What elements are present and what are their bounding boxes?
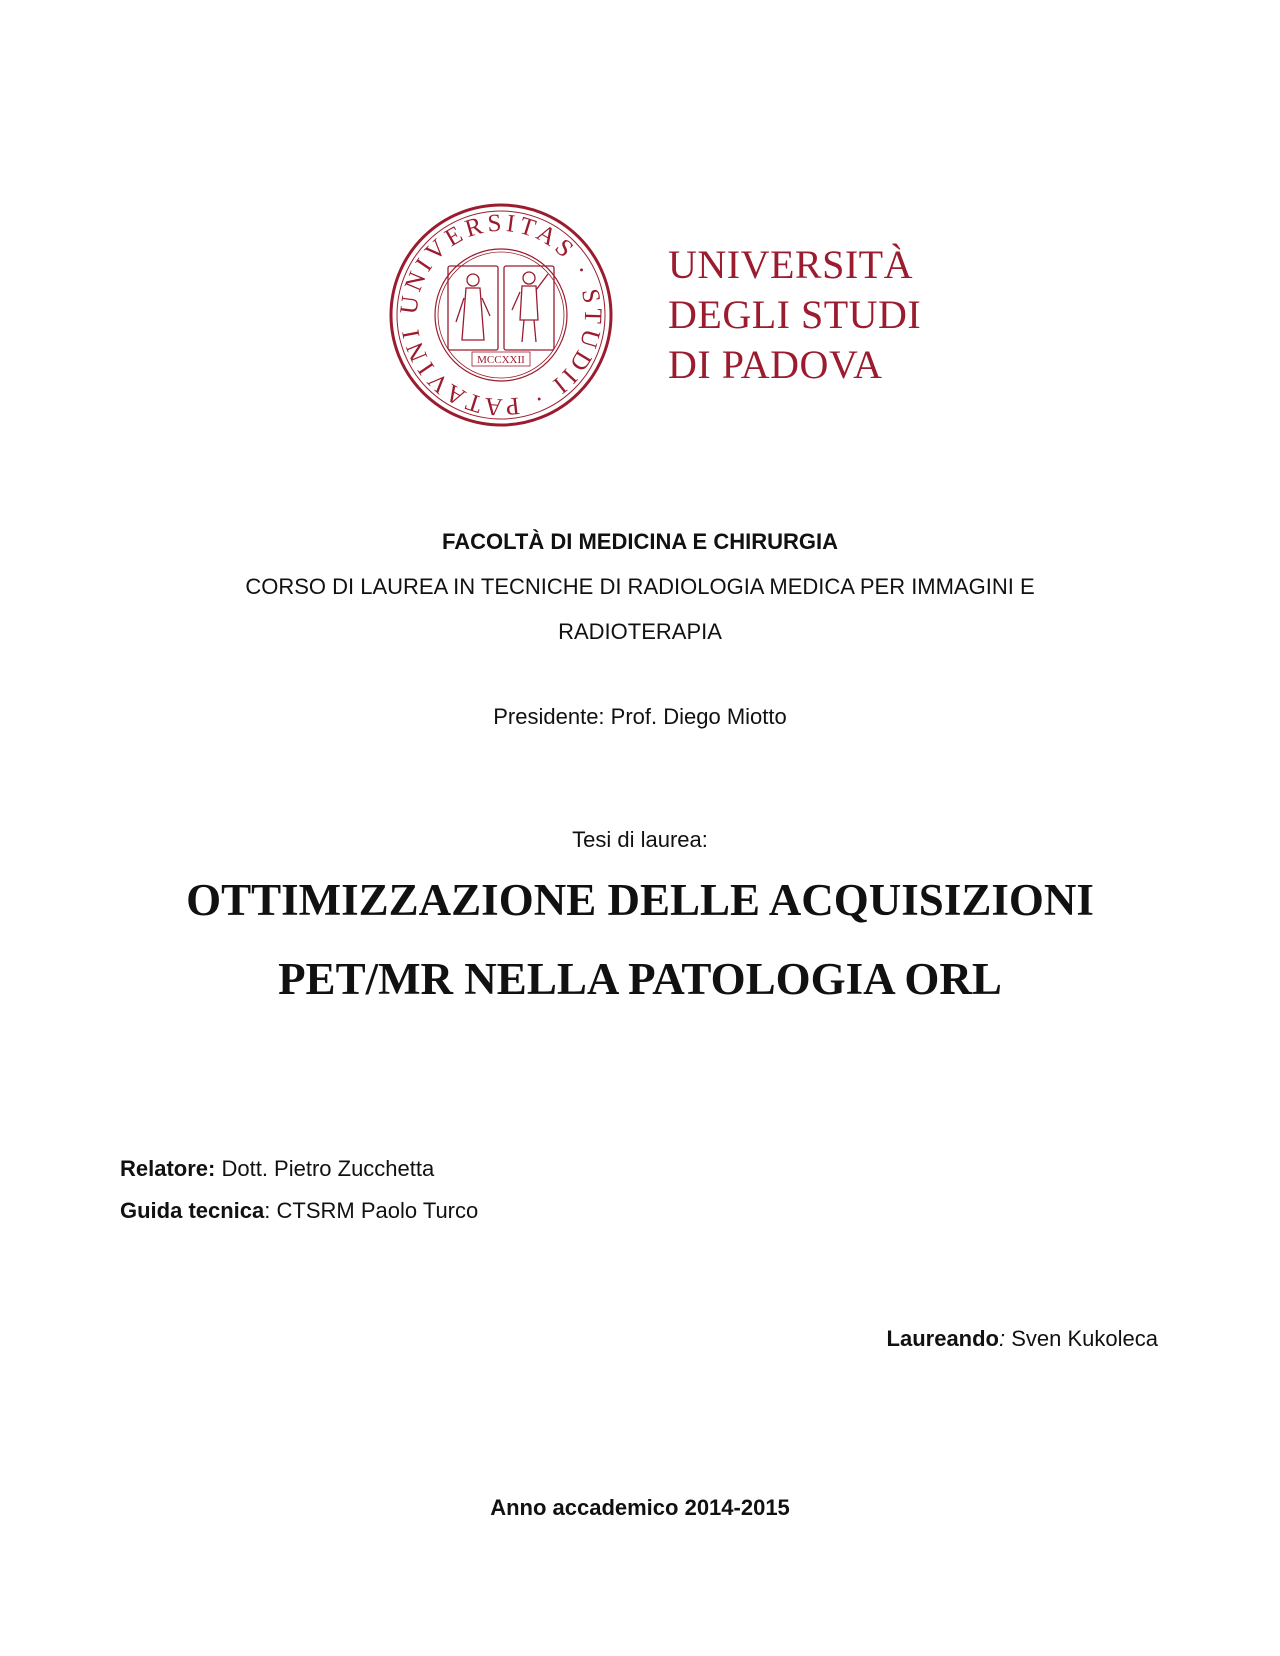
- wordmark-line-2: DEGLI STUDI: [668, 292, 922, 337]
- thesis-title-line-1: OTTIMIZZAZIONE DELLE ACQUISIZIONI: [186, 875, 1094, 925]
- course-line-1: CORSO DI LAUREA IN TECNICHE DI RADIOLOGIA MEDICA PER IMMAGINI E: [245, 574, 1035, 599]
- thesis-label: Tesi di laurea:: [572, 827, 708, 852]
- seal-graphic: [386, 200, 616, 430]
- guida-separator: :: [264, 1198, 271, 1223]
- university-wordmark: [668, 240, 988, 390]
- university-seal: [386, 200, 616, 430]
- faculty-heading: FACOLTÀ DI MEDICINA E CHIRURGIA: [442, 529, 838, 554]
- wordmark-line-1: UNIVERSITÀ: [668, 242, 913, 287]
- laureando-label: Laureando: [886, 1326, 999, 1351]
- guida-value: CTSRM Paolo Turco: [270, 1198, 479, 1223]
- relatore-row: [120, 1156, 434, 1182]
- relatore-value: Dott. Pietro Zucchetta: [215, 1156, 435, 1181]
- laureando-separator: :: [999, 1326, 1006, 1351]
- relatore-label: Relatore:: [120, 1156, 216, 1181]
- course-line-2: RADIOTERAPIA: [558, 619, 722, 644]
- guida-row: [120, 1198, 478, 1224]
- laureando-value: Sven Kukoleca: [1005, 1326, 1158, 1351]
- svg-text:MCCXXII: MCCXXII: [477, 354, 525, 366]
- academic-year: Anno accademico 2014-2015: [490, 1495, 790, 1520]
- svg-text:UNIVERSITAS · STUDII · PATAVIN: UNIVERSITAS · STUDII · PATAVINI: [395, 209, 607, 421]
- thesis-title-line-2: PET/MR NELLA PATOLOGIA ORL: [278, 954, 1002, 1004]
- guida-label: Guida tecnica: [120, 1198, 265, 1223]
- laureando-row: [887, 1326, 1158, 1352]
- wordmark-line-3: DI PADOVA: [668, 342, 883, 387]
- president-line: Presidente: Prof. Diego Miotto: [493, 704, 787, 729]
